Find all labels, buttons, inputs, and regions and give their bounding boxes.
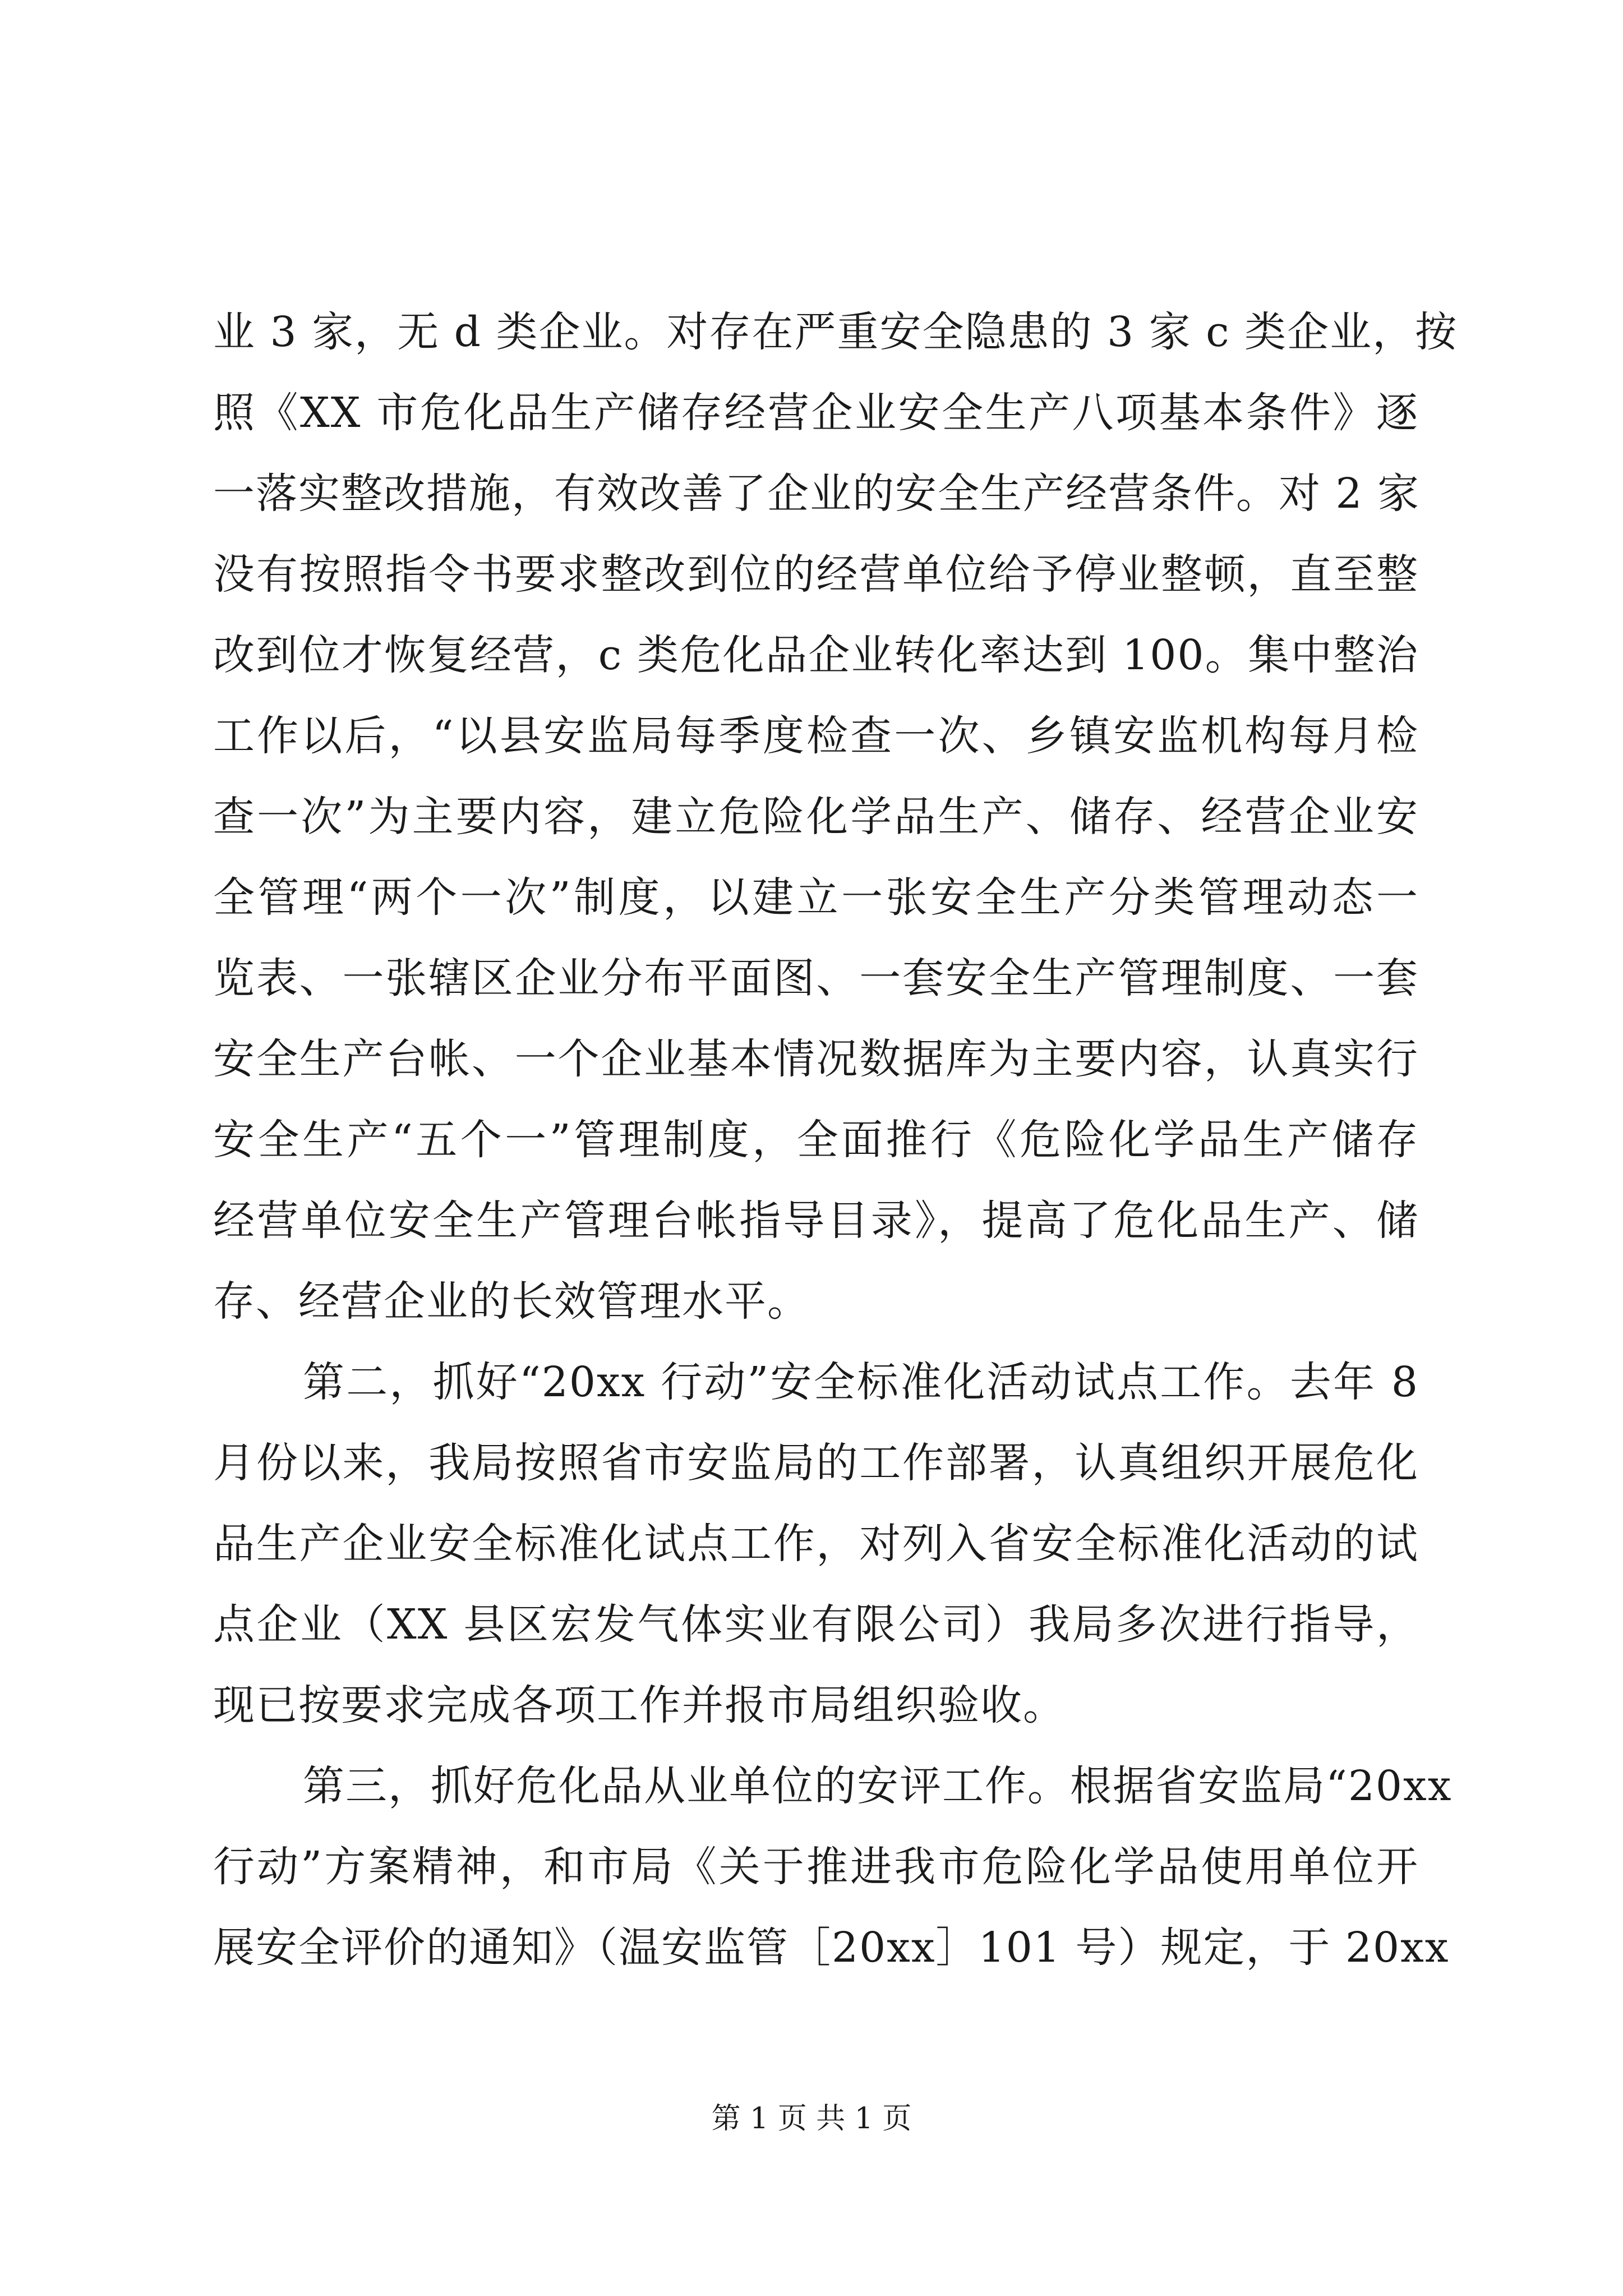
text-line: 安全生产“五个一”管理制度，全面推行《危险化学品生产储存 (213, 1116, 1419, 1164)
text-line: 查一次”为主要内容，建立危险化学品生产、储存、经营企业安 (213, 793, 1419, 841)
text-line: 点企业（XX 县区宏发气体实业有限公司）我局多次进行指导， (213, 1600, 1419, 1649)
paragraph-3 (213, 1746, 1453, 1988)
text-line: 览表、一张辖区企业分布平面图、一套安全生产管理制度、一套 (213, 954, 1419, 1002)
text-line: 工作以后，“以县安监局每季度检查一次、乡镇安监机构每月检 (213, 712, 1419, 760)
text-line: 照《XX 市危化品生产储存经营企业安全生产八项基本条件》逐 (213, 389, 1419, 437)
text-line: 业 3 家，无 d 类企业。对存在严重安全隐患的 3 家 c 类企业，按 (213, 308, 1458, 356)
text-line: 存、经营企业的长效管理水平。 (213, 1277, 810, 1326)
text-line: 现已按要求完成各项工作并报市局组织验收。 (213, 1681, 1066, 1729)
text-line: 展安全评价的通知》（温安监管［20xx］101 号）规定，于 20xx (213, 1924, 1450, 1972)
text-line: 改到位才恢复经营，c 类危化品企业转化率达到 100。集中整治 (213, 631, 1419, 679)
paragraph-2 (213, 1342, 1419, 1746)
text-line: 没有按照指令书要求整改到位的经营单位给予停业整顿，直至整 (213, 550, 1419, 599)
document-body (213, 292, 1458, 1988)
text-line: 行动”方案精神，和市局《关于推进我市危险化学品使用单位开 (213, 1843, 1419, 1891)
text-line: 经营单位安全生产管理台帐指导目录》，提高了危化品生产、储 (213, 1197, 1419, 1245)
text-line: 品生产企业安全标准化试点工作，对列入省安全标准化活动的试 (213, 1520, 1419, 1568)
page-number-footer: 第 1 页 共 1 页 (711, 2102, 912, 2136)
text-line: 全管理“两个一次”制度，以建立一张安全生产分类管理动态一 (213, 873, 1419, 922)
text-line: 月份以来，我局按照省市安监局的工作部署，认真组织开展危化 (213, 1439, 1419, 1487)
text-line: 第二，抓好“20xx 行动”安全标准化活动试点工作。去年 8 (303, 1358, 1419, 1406)
text-line: 第三，抓好危化品从业单位的安评工作。根据省安监局“20xx (303, 1762, 1453, 1810)
paragraph-1 (213, 292, 1458, 1342)
text-line: 安全生产台帐、一个企业基本情况数据库为主要内容，认真实行 (213, 1035, 1419, 1083)
text-line: 一落实整改措施，有效改善了企业的安全生产经营条件。对 2 家 (213, 470, 1421, 518)
